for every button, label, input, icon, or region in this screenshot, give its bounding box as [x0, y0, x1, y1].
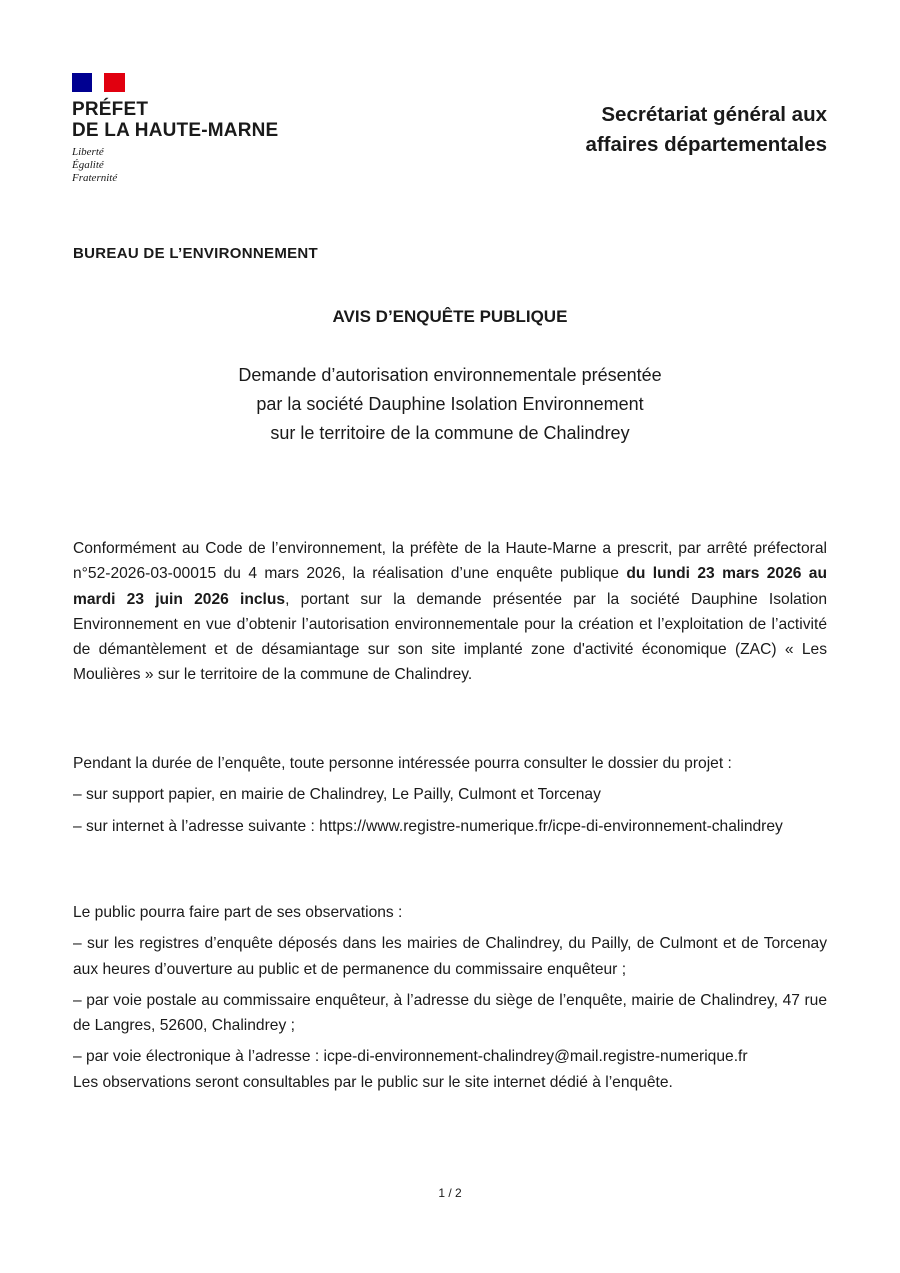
republic-motto [72, 146, 117, 185]
observations-section [73, 900, 827, 1101]
intro-text: , portant sur la demande présentée par la société Dauphine Isolation Environnement en vue d’obtenir l’autorisation environnementale pour la création et l’exploitation de l’activité de démantèlement et de désamiantage sur son site implanté zone d'activité économique (ZAC) « Les Moulières » sur le territoire de la commune de Chalindrey. [73, 590, 827, 684]
observations-item: – par voie postale au commissaire enquêteur, à l’adresse du siège de l’enquête, mairie de Chalindrey, 47 rue de Langres, 52600, Chalindrey ; [73, 991, 827, 1035]
motto-liberte: Liberté [72, 146, 104, 158]
subtitle-line: par la société Dauphine Isolation Environnement [256, 394, 644, 414]
consultation-section [73, 751, 827, 845]
observations-closing: Les observations seront consultables par le public sur le site internet dédié à l’enquête. [73, 1073, 673, 1091]
intro-paragraph [73, 536, 827, 694]
marianne-flag-logo [72, 73, 125, 92]
observations-item: – sur les registres d’enquête déposés dans les mairies de Chalindrey, du Pailly, de Culmont et de Torcenay aux heures d’ouverture au public et de permanence du commissaire enquêteur ; [73, 935, 827, 978]
observations-lead: Le public pourra faire part de ses observations : [73, 904, 403, 921]
logo-department: DE LA HAUTE-MARNE [72, 120, 279, 141]
document-subtitle [0, 361, 900, 448]
bureau-heading: BUREAU DE L’ENVIRONNEMENT [73, 245, 319, 262]
motto-fraternite: Fraternité [72, 172, 118, 184]
observations-item-email: – par voie électronique à l’adresse : icpe-di-environnement-chalindrey@mail.registre-numerique.fr [73, 1048, 748, 1066]
logo-prefet: PRÉFET [72, 99, 149, 120]
subtitle-line: sur le territoire de la commune de Chalindrey [270, 423, 630, 443]
page-number: 1 / 2 [438, 1186, 462, 1200]
service-line: Secrétariat général aux [601, 103, 827, 126]
subtitle-line: Demande d’autorisation environnementale présentée [238, 365, 662, 385]
consultation-item: – sur support papier, en mairie de Chalindrey, Le Pailly, Culmont et Torcenay [73, 786, 601, 804]
motto-egalite: Égalité [72, 159, 104, 171]
consultation-item-url: – sur internet à l’adresse suivante : https://www.registre-numerique.fr/icpe-di-environnement-chalindrey [73, 817, 783, 835]
document-title: AVIS D’ENQUÊTE PUBLIQUE [332, 307, 568, 326]
service-name [585, 100, 827, 160]
enquiry-dates: du lundi 23 mars 2026 au mardi 23 juin 2026 inclus [73, 565, 828, 608]
service-line: affaires départementales [585, 133, 827, 156]
consultation-lead: Pendant la durée de l’enquête, toute personne intéressée pourra consulter le dossier du projet : [73, 755, 732, 772]
intro-text: Conformément au Code de l’environnement, la préfète de la Haute-Marne a prescrit, par arrêté préfectoral n°52-2026-03-00015 du 4 mars 2026, la réalisation d’une enquête publique [73, 540, 827, 583]
